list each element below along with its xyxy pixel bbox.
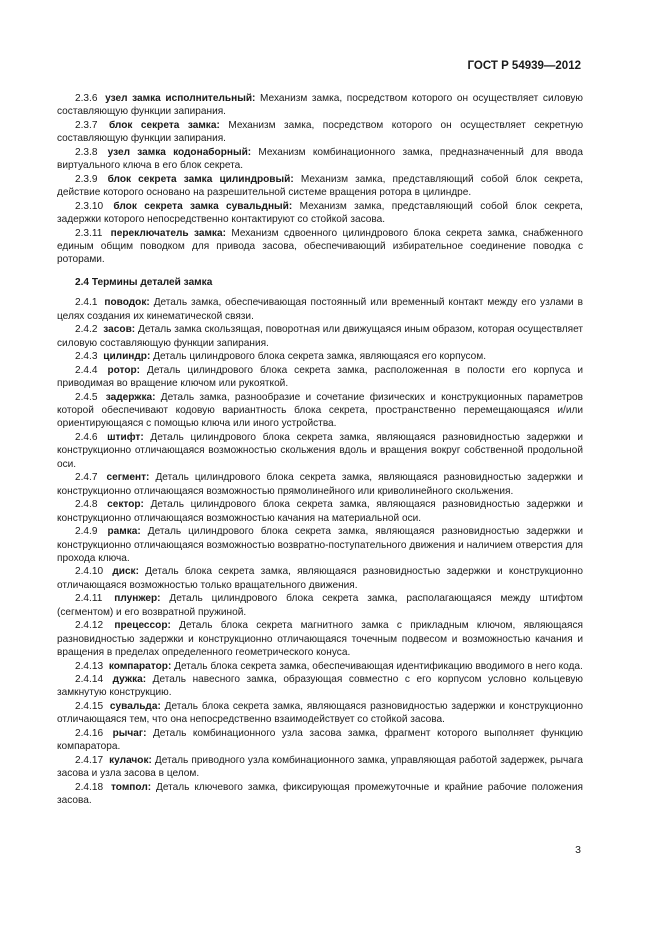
clause-number: 2.4.14 — [75, 674, 104, 686]
term-name: блок секрета замка цилиндровый: — [107, 173, 294, 185]
clause-number: 2.3.6 — [75, 93, 98, 104]
term-name: сегмент: — [106, 472, 150, 484]
term-paragraph — [57, 660, 583, 673]
clause-number: 2.4.12 — [75, 620, 104, 632]
term-paragraph — [57, 619, 583, 659]
term-definition: Деталь цилиндрового блока секрета замка, расположенная в полости его корпуса и приводимая во вращение ключом или рукояткой. — [57, 364, 583, 390]
clause-number: 2.3.8 — [75, 146, 98, 158]
term-name: поводок: — [104, 297, 150, 309]
term-paragraph — [57, 119, 583, 146]
clause-number: 2.4.16 — [75, 727, 104, 739]
term-definition: Деталь блока секрета замка, являющаяся разновидностью задержки и конструкционно отличающаяся тем, что она непосредственно взаимодействует со стойкой засова. — [57, 700, 583, 726]
term-name: прецессор: — [114, 620, 171, 632]
term-name: томпол: — [111, 781, 152, 793]
term-name: диск: — [112, 566, 139, 578]
term-definition: Деталь цилиндрового блока секрета замка, являющаяся разновидностью задержки и конструкционно отличающаяся возможностью возвратно-поступательного движения и наличием отверстия для прохода ключа. — [57, 526, 584, 564]
term-definition: Деталь комбинационного узла засова замка, фрагмент которого выполняет функцию компаратора. — [57, 727, 583, 753]
term-name: узел замка кодонаборный: — [107, 146, 252, 158]
term-paragraph — [57, 565, 583, 592]
term-paragraph — [57, 200, 583, 227]
clause-number: 2.3.9 — [75, 173, 98, 185]
term-paragraph — [57, 323, 583, 350]
section-title: 2.4 Термины деталей замка — [75, 276, 213, 288]
term-definition: Деталь приводного узла комбинационного замка, управляющая работой задержек, рычага засова и узла засова в целом. — [57, 754, 583, 780]
clause-number: 2.4.2 — [75, 324, 98, 336]
term-name: блок секрета замка: — [108, 119, 220, 131]
term-paragraph — [57, 592, 583, 619]
clause-number: 2.3.10 — [75, 200, 104, 212]
term-paragraph — [57, 92, 583, 119]
term-definition: Деталь блока секрета магнитного замка с прикладным ключом, являющаяся разновидностью задержки и конструкционно отличающаяся точечным подвесом и возможностью качания и вращения в пределах определенного геометрического конуса. — [57, 620, 583, 659]
term-name: ротор: — [107, 364, 141, 376]
clause-number: 2.4.3 — [75, 351, 98, 363]
term-definition: Деталь замка скользящая, поворотная или движущаяся иным образом, которая осуществляет силовую составляющую функции запирания. — [57, 324, 583, 349]
term-name: сувальда: — [109, 700, 161, 712]
clause-number: 2.4.5 — [75, 391, 98, 403]
clause-number: 2.4.9 — [75, 526, 98, 538]
term-definition: Деталь блока секрета замка, являющаяся разновидностью задержки и конструкционно отличающаяся возможностью только вращательного движения. — [57, 566, 583, 591]
term-name: блок секрета замка сувальдный: — [113, 200, 293, 212]
term-paragraph — [57, 673, 583, 700]
clause-number: 2.3.11 — [75, 227, 103, 239]
term-definition: Деталь навесного замка, образующая совместно с его корпусом условно кольцевую замкнутую конструкцию. — [57, 674, 583, 699]
term-paragraph — [57, 471, 583, 498]
term-definition: Механизм замка, представляющий собой блок секрета, действие которого основано на разрешительной системе вращения ротора в цилиндре. — [57, 173, 584, 199]
term-definition: Деталь ключевого замка, фиксирующая промежуточные и крайние рабочие положения засова. — [57, 781, 583, 807]
term-name: узел замка исполнительный: — [105, 93, 256, 104]
term-name: штифт: — [107, 431, 144, 443]
standard-designation: ГОСТ Р 54939—2012 — [467, 60, 581, 72]
term-definition: Деталь цилиндрового блока секрета замка, являющаяся разновидностью задержки и конструкционно отличающаяся возможностью прямолинейного или криволинейного скольжения. — [57, 472, 583, 497]
term-paragraph — [57, 754, 583, 781]
term-name: цилиндр: — [103, 351, 151, 363]
term-definition: Механизм замка, посредством которого он осуществляет секретную составляющую функции запирания. — [57, 119, 584, 145]
clause-number: 2.4.6 — [75, 431, 98, 443]
term-paragraph — [57, 296, 583, 323]
term-paragraph — [57, 781, 583, 808]
clause-number: 2.4.8 — [75, 499, 98, 511]
term-definition: Механизм сдвоенного цилиндрового блока секрета замка, снабженного единым общим поводком для привода засова, обеспечивающий избирательное соединение поводка с роторами. — [57, 227, 583, 266]
term-definition: Деталь цилиндрового блока секрета замка, являющаяся разновидностью задержки и конструкционно отличающаяся возможностью скольжения вдоль и вращения вокруг собственной продольной оси. — [57, 431, 584, 470]
term-definition: Деталь цилиндрового блока секрета замка, являющаяся его корпусом. — [153, 351, 487, 363]
clause-number: 2.3.7 — [75, 119, 98, 131]
term-name: переключатель замка: — [110, 227, 226, 239]
term-definition: Деталь цилиндрового блока секрета замка, являющаяся разновидностью задержки и конструкционно отличающаяся возможностью качания на материальной оси. — [57, 499, 583, 524]
term-name: дужка: — [112, 674, 147, 686]
clause-number: 2.4.13 — [75, 660, 104, 672]
term-definition: Механизм комбинационного замка, предназначенный для ввода виртуального ключа в его блок секрета. — [57, 146, 583, 172]
term-name: рычаг: — [112, 727, 147, 739]
terms-group-2-4 — [57, 296, 583, 807]
term-paragraph — [57, 173, 583, 200]
term-paragraph — [57, 350, 583, 363]
term-paragraph — [57, 391, 583, 431]
term-name: задержка: — [105, 391, 156, 403]
term-paragraph — [57, 227, 583, 267]
term-name: кулачок: — [109, 754, 152, 766]
clause-number: 2.4.17 — [75, 754, 104, 766]
term-definition: Деталь замка, разнообразие и сочетание физических и конструкционных параметров которой обеспечивают кодовую вариантность блока секрета, пространственно перемещающаяся и/или ориентирующаяся с помощью ключа или иного устройства. — [57, 391, 583, 430]
term-paragraph — [57, 727, 583, 754]
page-number: 3 — [575, 844, 581, 856]
term-paragraph — [57, 364, 583, 391]
clause-number: 2.4.15 — [75, 700, 104, 712]
document-body — [57, 92, 583, 808]
term-paragraph — [57, 146, 583, 173]
term-paragraph — [57, 525, 583, 565]
term-name: засов: — [103, 324, 136, 336]
terms-group-2-3 — [57, 92, 583, 267]
clause-number: 2.4.11 — [75, 593, 103, 605]
term-definition: Деталь блока секрета замка, обеспечивающая идентификацию вводимого в него кода. — [174, 660, 583, 672]
term-definition: Механизм замка, представляющий собой блок секрета, задержки которого непосредственно контактируют со стойкой засова. — [57, 200, 583, 226]
term-definition: Деталь цилиндрового блока секрета замка, располагающаяся между штифтом (сегментом) и его возвратной пружиной. — [57, 593, 583, 618]
clause-number: 2.4.4 — [75, 364, 98, 376]
clause-number: 2.4.10 — [75, 566, 104, 578]
term-definition: Деталь замка, обеспечивающая постоянный или временный контакт между его узлами в целях создания их кинематической связи. — [57, 297, 583, 322]
term-definition: Механизм замка, посредством которого он осуществляет силовую составляющую функции запирания. — [57, 93, 583, 118]
clause-number: 2.4.18 — [75, 781, 104, 793]
clause-number: 2.4.1 — [75, 297, 98, 309]
term-paragraph — [57, 431, 583, 471]
term-name: рамка: — [107, 526, 141, 538]
clause-number: 2.4.7 — [75, 472, 98, 484]
term-paragraph — [57, 700, 583, 727]
term-paragraph — [57, 498, 583, 525]
term-name: плунжер: — [114, 593, 161, 605]
term-name: компаратор: — [108, 660, 172, 672]
term-name: сектор: — [107, 499, 144, 511]
